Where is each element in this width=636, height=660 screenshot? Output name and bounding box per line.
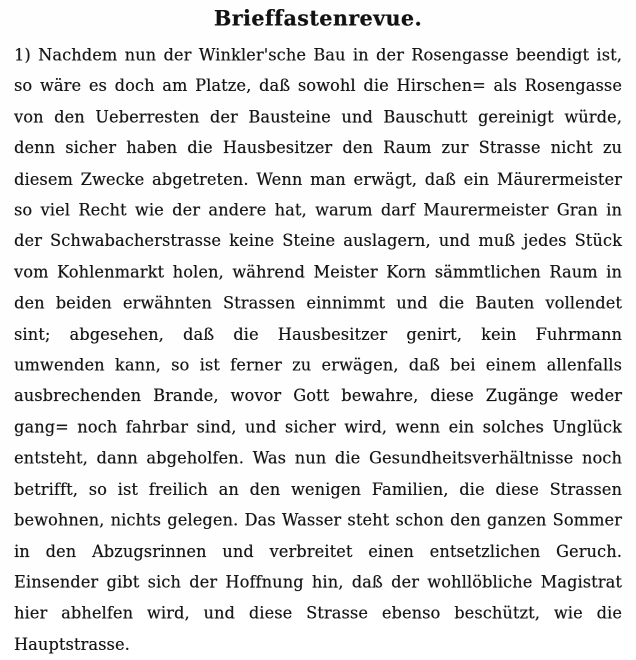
- page-title: Brieffastenrevue.: [213, 5, 423, 31]
- article-body-paragraph: 1) Nachdem nun der Winkler'sche Bau in der Rosengasse beendigt ist, so wäre es doch am Platze, daß sowohl die Hirschen= als Rosengasse von den Ueberresten der Bausteine und Bauschutt gereinigt würde, denn sicher haben die Hausbesitzer den Raum zur Strasse nicht zu diesem Zwecke abgetreten. Wenn man erwägt, daß ein Mäurermeister so viel Recht wie der andere hat, warum darf Maurermeister Gran in der Schwabacherstrasse keine Steine auslagern, und muß jedes Stück vom Kohlenmarkt holen, während Meister Korn sämmtlichen Raum in den beiden erwähnten Strassen einnimmt und die Bauten vollendet sint; abgesehen, daß die Hausbesitzer genirt, kein Fuhrmann umwenden kann, so ist ferner zu erwägen, daß bei einem allenfalls ausbrechenden Brande, wovor Gott bewahre, diese Zugänge weder gang= noch fahrbar sind, und sicher wird, wenn ein solches Unglück entsteht, dann abgeholfen. Was nun die Gesundheitsverhältnisse noch betrifft, so ist freilich an den wenigen Familien, die diese Strassen bewohnen, nichts gelegen. Das Wasser steht schon den ganzen Sommer in den Abzugsrinnen und verbreitet einen entsetzlichen Geruch. Einsender gibt sich der Hoffnung hin, daß der wohllöbliche Magistrat hier abhelfen wird, und diese Strasse ebenso beschützt, wie die Hauptstrasse.: [14, 45, 622, 654]
